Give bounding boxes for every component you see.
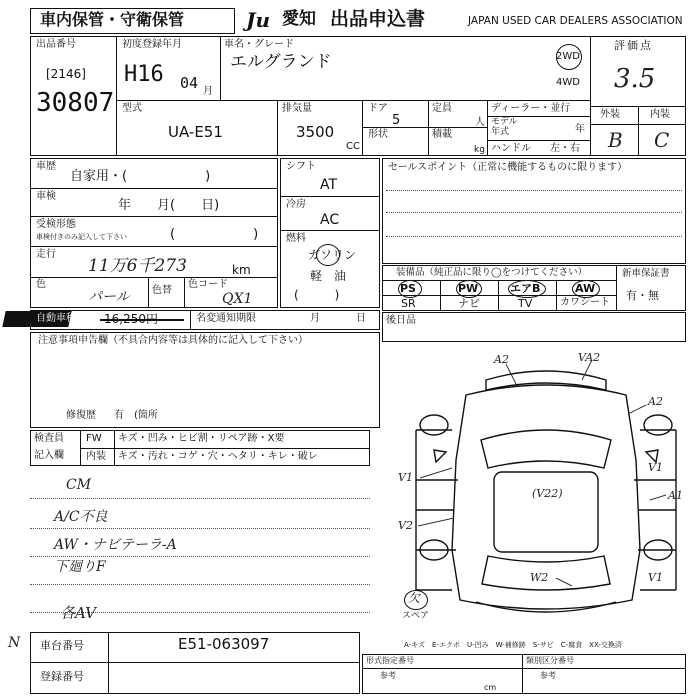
inspector-label-1: 検査員 (34, 433, 64, 444)
first-registration-label: 初度登録年月 (122, 39, 182, 50)
storage-label: 車内保管・守衛保管 (40, 10, 185, 29)
form-ref-label: 参考 (380, 671, 396, 680)
org-logo: Ju (246, 8, 271, 32)
spare-mark: 欠 (408, 591, 421, 605)
mileage-unit: km (232, 263, 251, 277)
lot-sub-number: [2146] (46, 67, 86, 81)
model-year-suffix: 年 (575, 124, 585, 135)
fw-label: FW (86, 433, 102, 444)
diagram-mark-7: A1 (668, 489, 683, 502)
org-english-name: JAPAN USED CAR DEALERS ASSOCIATION (468, 15, 683, 27)
lot-number-label: 出品番号 (36, 39, 76, 50)
fuel-other: ( ) (294, 288, 340, 302)
exterior-grade: B (608, 128, 623, 152)
exterior-label: 外装 (600, 109, 620, 120)
mileage-value: 11万6千273 (88, 256, 187, 276)
diagram-mark-3: A2 (648, 395, 663, 408)
car-name-label: 車名・グレード (224, 39, 294, 50)
displacement-unit: CC (346, 141, 360, 152)
inspection-value: 年 月( 日) (118, 198, 220, 213)
interior-grade: C (654, 128, 670, 152)
equipment-airbag: エアB (510, 282, 541, 295)
color-value: パール (88, 289, 130, 305)
model-label: 型式 (122, 103, 142, 114)
org-name: 愛知 (282, 9, 316, 29)
history-value: 自家用・( ) (70, 169, 211, 184)
receive-note: 車検付きのみ記入して下さい (36, 233, 127, 241)
equipment-label: 装備品（純正品に限り◯をつけてください） (396, 267, 588, 278)
name-change-day: 日 (356, 313, 366, 324)
later-item-label: 後日品 (386, 315, 416, 326)
color-change-label: 色替 (152, 285, 172, 296)
inspection-label: 車検 (36, 191, 56, 202)
equipment-navi: ナビ (458, 297, 480, 310)
diagram-mark-1: A2 (494, 353, 509, 366)
fuel-diesel: 軽 油 (310, 269, 347, 283)
drive-4wd: 4WD (556, 77, 580, 88)
diagram-mark-9: V1 (648, 571, 663, 584)
diagram-mark-4: V1 (398, 471, 413, 484)
top-section (30, 36, 686, 156)
color-code: QX1 (222, 291, 253, 307)
car-name: エルグランド (230, 52, 332, 72)
name-change-month: 月 (310, 313, 320, 324)
shift-value: AT (320, 177, 338, 193)
type-number-label: 類別区分番号 (526, 656, 574, 665)
form-cm-unit: cm (484, 683, 497, 692)
fw-items: キズ・凹み・ヒビ割・リペア跡・X要 (118, 433, 285, 444)
rear-section (382, 312, 686, 342)
shape-label: 形状 (368, 129, 388, 140)
form-number-label: 形式指定番号 (366, 656, 414, 665)
tax-value: 16,250円 (104, 312, 158, 326)
margin-mark: N (8, 635, 21, 651)
model-value: UA-E51 (168, 123, 223, 141)
damage-legend: A-キズ E-エクボ U-凹み W-補修跡 S-サビ C-腐食 XX-交換済 (404, 641, 622, 649)
equipment-ps: PS (400, 282, 416, 295)
capacity-unit: 人 (475, 117, 485, 128)
displacement-label: 排気量 (282, 103, 312, 114)
diagram-mark-6: (V22) (532, 487, 563, 500)
rating-label: 評価点 (614, 39, 653, 52)
handwritten-note-5: 各AV (60, 604, 96, 622)
displacement-value: 3500 (296, 123, 335, 141)
rating-score: 3.5 (614, 64, 656, 94)
interior-check-items: キズ・汚れ・コゲ・穴・ヘタリ・キレ・破レ (118, 451, 318, 462)
warranty-options: 有・無 (626, 289, 659, 302)
repair-history-value: 有 (箇所 (114, 410, 158, 421)
drive-2wd: 2WD (556, 51, 580, 62)
doors-label: ドア (368, 103, 388, 114)
history-label: 車歴 (36, 161, 56, 172)
model-year-label: モデル 年式 (491, 117, 518, 137)
month-suffix: 月 (203, 86, 213, 97)
chassis-number-label: 車台番号 (40, 639, 84, 652)
load-label: 積載 (432, 129, 452, 140)
equipment-seat: カワシート (560, 297, 610, 308)
fuel-label: 燃料 (286, 233, 306, 244)
spare-label: スペア (402, 611, 430, 621)
tax-label: 自動車税 (36, 313, 76, 324)
capacity-label: 定員 (432, 103, 452, 114)
type-ref-label: 参考 (540, 671, 556, 680)
color-label: 色 (36, 279, 46, 290)
warranty-label: 新車保証書 (622, 268, 670, 279)
sales-point-section (382, 158, 686, 264)
notes-label: 注意事項申告欄（不具合内容等は具体的に記入して下さい） (38, 335, 308, 346)
equipment-tv: TV (518, 297, 533, 310)
dealer-label: ディーラー・並行 (491, 103, 571, 114)
repair-history-label: 修復歴 (66, 410, 96, 421)
receive-value: ( ) (170, 227, 259, 242)
interior-check-label: 内装 (86, 451, 106, 462)
chassis-number: E51-063097 (178, 635, 270, 653)
equipment-aw: AW (575, 282, 596, 295)
diagram-mark-8: W2 (530, 571, 549, 584)
handwritten-note-1: CM (66, 477, 92, 493)
interior-label: 内装 (650, 109, 670, 120)
diagram-mark-2: VA2 (578, 351, 601, 364)
load-unit: kg (474, 145, 485, 155)
ac-value: AC (320, 212, 340, 228)
sales-point-label: セールスポイント（正常に機能するものに限ります） (388, 162, 628, 173)
registration-label: 登録番号 (40, 670, 84, 683)
handwritten-note-2: A/C不良 (54, 509, 108, 525)
inspector-label-2: 記入欄 (34, 450, 64, 461)
doors-value: 5 (392, 113, 401, 128)
handle-label: ハンドル (491, 143, 531, 154)
lot-number: 30807 (36, 88, 115, 118)
handle-options: 左・右 (550, 143, 580, 154)
handwritten-note-4: 下廻りF (54, 559, 106, 575)
form-title: 出品申込書 (330, 8, 426, 30)
ac-label: 冷房 (286, 199, 306, 210)
mileage-label: 走行 (36, 249, 56, 260)
fuel-gasoline: ガソリン (308, 248, 357, 262)
first-registration-month: 04 (180, 74, 199, 92)
diagram-mark-5: V2 (398, 519, 413, 532)
receive-label: 受検形態 (36, 219, 76, 230)
diagram-mark-10: V1 (648, 461, 663, 474)
handwritten-note-3: AW・ナビテーラ-A (54, 537, 177, 553)
equipment-pw: PW (458, 282, 479, 295)
first-registration-year: H16 (124, 62, 164, 87)
name-change-label: 名変通知期限 (196, 313, 256, 324)
color-code-label: 色コード (188, 279, 228, 290)
equipment-sr: SR (401, 297, 416, 310)
shift-label: シフト (286, 161, 316, 172)
